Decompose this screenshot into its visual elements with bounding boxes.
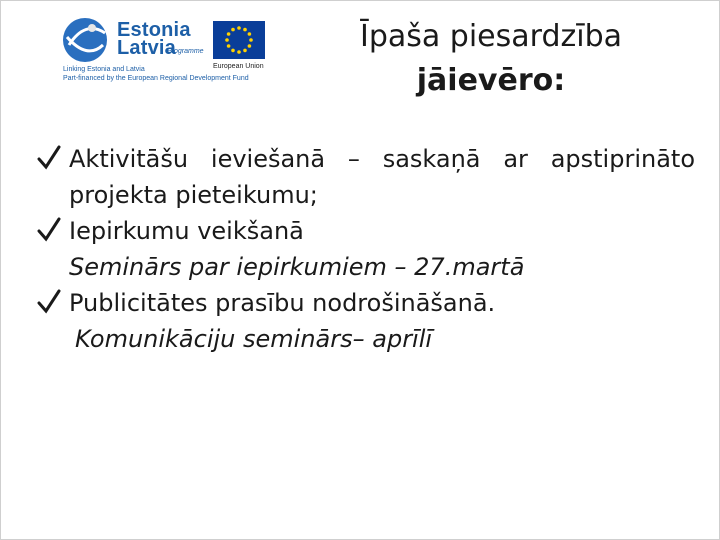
logo-funding-note: Part-financed by the European Regional Development Fund	[63, 75, 249, 82]
eu-label: European Union	[213, 63, 264, 70]
brand-programme: Programme	[167, 48, 204, 55]
logo-tagline: Linking Estonia and Latvia	[63, 66, 145, 73]
list-item	[35, 285, 695, 321]
item-note: Komunikāciju seminārs– aprīlī	[75, 325, 433, 353]
item-note: Seminārs par iepirkumiem – 27.martā	[69, 253, 525, 281]
estonia-latvia-logo	[59, 15, 283, 91]
title-line-2: jāievēro:	[416, 63, 566, 98]
item-text: Iepirkumu veikšanā	[69, 217, 304, 245]
item-text: Publicitātes prasību nodrošināšanā.	[69, 289, 496, 317]
bullet-list	[35, 141, 695, 357]
list-item	[35, 213, 695, 249]
list-item	[35, 141, 695, 213]
eu-flag-icon	[213, 21, 265, 59]
check-icon	[35, 285, 63, 319]
item-text: Aktivitāšu ieviešanā – saskaņā ar apstiprināto	[69, 145, 695, 173]
globe-logo-icon	[59, 15, 115, 65]
title-line-1: Īpaša piesardzība	[359, 19, 623, 54]
item-text-continued: projekta pieteikumu;	[69, 181, 318, 209]
brand-estonia: Estonia	[117, 19, 191, 41]
brand-latvia: Latvia	[117, 37, 177, 59]
slide-title	[301, 15, 681, 103]
check-icon	[35, 213, 63, 247]
check-icon	[35, 141, 63, 175]
